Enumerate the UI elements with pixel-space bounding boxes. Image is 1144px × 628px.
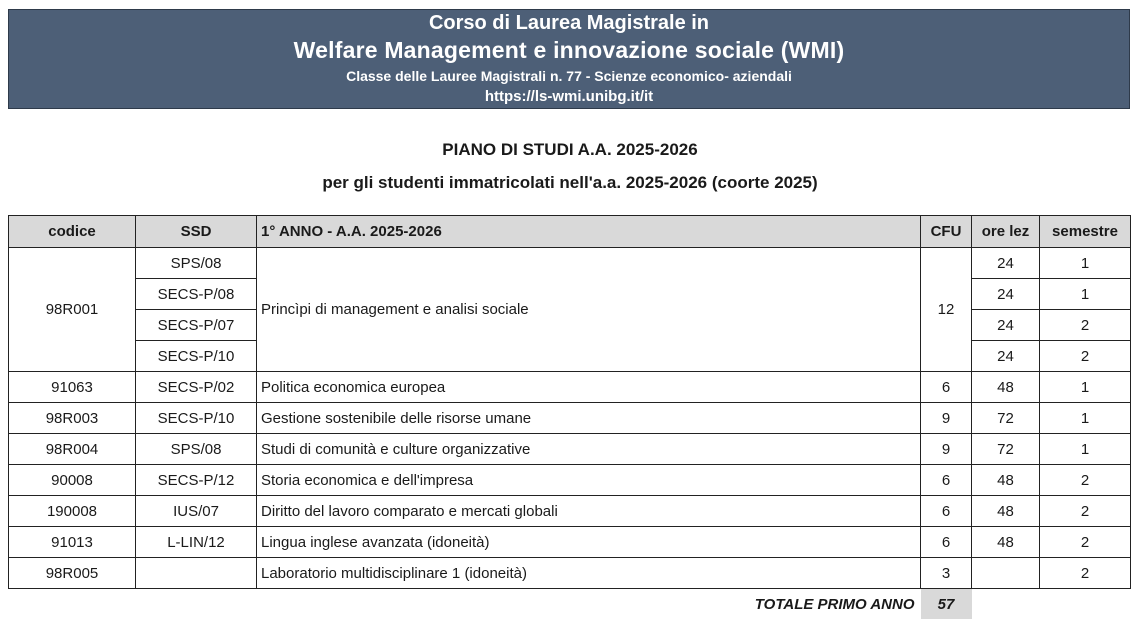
cell-semestre: 2 xyxy=(1040,465,1131,496)
cell-cfu: 12 xyxy=(921,248,972,372)
cell-ssd: SECS-P/08 xyxy=(136,279,257,310)
total-label: TOTALE PRIMO ANNO xyxy=(754,595,915,613)
cell-course-name: Laboratorio multidisciplinare 1 (idoneità) xyxy=(257,558,921,589)
table-row xyxy=(9,403,1131,434)
cell-cfu: 9 xyxy=(921,434,972,465)
cell-ore: 24 xyxy=(972,341,1040,372)
header-ssd: SSD xyxy=(136,216,257,248)
total-empty-cell xyxy=(972,589,1040,620)
cell-course-name: Storia economica e dell'impresa xyxy=(257,465,921,496)
cell-ore: 48 xyxy=(972,496,1040,527)
cell-course-name: Diritto del lavoro comparato e mercati globali xyxy=(257,496,921,527)
total-value: 57 xyxy=(921,589,972,620)
cell-codice: 98R001 xyxy=(9,248,136,372)
plan-title: PIANO DI STUDI A.A. 2025-2026 xyxy=(442,140,698,159)
cell-codice: 98R004 xyxy=(9,434,136,465)
table-row xyxy=(9,496,1131,527)
cell-ore: 48 xyxy=(972,372,1040,403)
cell-cfu: 6 xyxy=(921,527,972,558)
table-row xyxy=(9,372,1131,403)
header-year: 1° ANNO - A.A. 2025-2026 xyxy=(257,216,921,248)
cell-ore: 24 xyxy=(972,279,1040,310)
cell-cfu: 3 xyxy=(921,558,972,589)
cell-cfu: 6 xyxy=(921,372,972,403)
course-banner xyxy=(8,9,1130,109)
cell-semestre: 1 xyxy=(1040,279,1131,310)
cell-semestre: 2 xyxy=(1040,527,1131,558)
cell-ssd: L-LIN/12 xyxy=(136,527,257,558)
cell-ore: 72 xyxy=(972,434,1040,465)
table-row xyxy=(9,465,1131,496)
cell-course-name: Princìpi di management e analisi sociale xyxy=(257,248,921,372)
cell-semestre: 1 xyxy=(1040,372,1131,403)
cell-semestre: 2 xyxy=(1040,341,1131,372)
total-empty-cell xyxy=(1040,589,1131,620)
cell-semestre: 2 xyxy=(1040,558,1131,589)
cell-ssd: SPS/08 xyxy=(136,248,257,279)
cell-codice: 91013 xyxy=(9,527,136,558)
cell-course-name: Studi di comunità e culture organizzative xyxy=(257,434,921,465)
cell-codice: 98R005 xyxy=(9,558,136,589)
cell-ssd: SPS/08 xyxy=(136,434,257,465)
cell-semestre: 2 xyxy=(1040,310,1131,341)
cell-ssd: SECS-P/10 xyxy=(136,403,257,434)
header-semestre: semestre xyxy=(1040,216,1131,248)
table-row xyxy=(9,527,1131,558)
cell-ssd: IUS/07 xyxy=(136,496,257,527)
cell-cfu: 6 xyxy=(921,465,972,496)
cell-semestre: 1 xyxy=(1040,248,1131,279)
cell-cfu: 9 xyxy=(921,403,972,434)
total-row xyxy=(9,589,1131,620)
cell-semestre: 2 xyxy=(1040,496,1131,527)
cell-ore: 24 xyxy=(972,248,1040,279)
cell-course-name: Lingua inglese avanzata (idoneità) xyxy=(257,527,921,558)
header-cfu: CFU xyxy=(921,216,972,248)
cell-ssd xyxy=(136,558,257,589)
cell-course-name: Gestione sostenibile delle risorse umane xyxy=(257,403,921,434)
header-ore: ore lez xyxy=(972,216,1040,248)
cell-codice: 91063 xyxy=(9,372,136,403)
table-row xyxy=(9,248,1131,279)
cell-course-name: Politica economica europea xyxy=(257,372,921,403)
cell-ore xyxy=(972,558,1040,589)
study-plan-table xyxy=(8,215,1131,619)
cell-ore: 24 xyxy=(972,310,1040,341)
cell-semestre: 1 xyxy=(1040,434,1131,465)
cell-ore: 48 xyxy=(972,465,1040,496)
header-codice: codice xyxy=(9,216,136,248)
cell-ssd: SECS-P/12 xyxy=(136,465,257,496)
cell-ssd: SECS-P/07 xyxy=(136,310,257,341)
cell-ssd: SECS-P/02 xyxy=(136,372,257,403)
table-header-row xyxy=(9,216,1131,248)
cohort-subtitle: per gli studenti immatricolati nell'a.a. 2025-2026 (coorte 2025) xyxy=(322,173,818,192)
course-class: Classe delle Lauree Magistrali n. 77 - Scienze economico- aziendali xyxy=(346,68,792,84)
table-row xyxy=(9,558,1131,589)
course-url: https://ls-wmi.unibg.it/it xyxy=(484,88,654,105)
course-name: Welfare Management e innovazione sociale (WMI) xyxy=(293,37,845,63)
cell-ssd: SECS-P/10 xyxy=(136,341,257,372)
cell-codice: 90008 xyxy=(9,465,136,496)
table-row xyxy=(9,434,1131,465)
cell-codice: 190008 xyxy=(9,496,136,527)
cell-ore: 72 xyxy=(972,403,1040,434)
cell-ore: 48 xyxy=(972,527,1040,558)
cell-codice: 98R003 xyxy=(9,403,136,434)
course-degree-title: Corso di Laurea Magistrale in xyxy=(428,12,710,34)
cell-cfu: 6 xyxy=(921,496,972,527)
cell-semestre: 1 xyxy=(1040,403,1131,434)
